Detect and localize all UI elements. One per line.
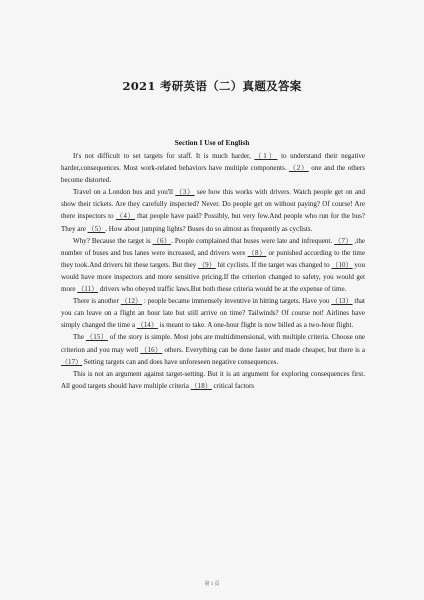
blank-11: （11） bbox=[77, 285, 99, 294]
text-run: is meant to take. A one-hour flight is now billed as a two-hour flight. bbox=[157, 321, 354, 330]
blank-4: （4） bbox=[115, 212, 135, 221]
blank-14: （14） bbox=[136, 321, 158, 330]
paragraph-6 bbox=[61, 368, 365, 392]
paragraph-4 bbox=[61, 295, 365, 331]
text-run: Setting targets can and does have unforeseen negative consequences. bbox=[82, 357, 279, 366]
blank-18: （18） bbox=[190, 381, 212, 390]
page-number: 第 1 页 bbox=[204, 582, 220, 587]
text-run: to understand their negative harder,consequences. Most work-related behaviors have multiple components. bbox=[61, 152, 366, 173]
blank-1: （1） bbox=[254, 152, 278, 160]
text-run: Travel on a London bus and you'll bbox=[73, 188, 176, 197]
blank-15: （15） bbox=[85, 333, 108, 342]
document-body bbox=[61, 150, 365, 392]
blank-16: （16） bbox=[140, 345, 163, 354]
blank-7: （7） bbox=[334, 236, 353, 245]
text-run: or punished according to the time they took.And drivers hit these targets. But they bbox=[61, 248, 365, 269]
page-title: 2021 考研英语（二）真题及答案 bbox=[122, 79, 302, 93]
section-heading: Section I Use of English bbox=[174, 138, 250, 147]
text-run: drivers who obeyed traffic laws.But both these criteria would be at the expense of time. bbox=[98, 285, 347, 294]
blank-5: （5） bbox=[87, 224, 106, 233]
paragraph-3 bbox=[61, 235, 365, 295]
text-run: Why? Because the target is bbox=[73, 236, 153, 245]
paragraph-1 bbox=[61, 150, 365, 186]
blank-3: （3） bbox=[175, 188, 195, 197]
text-run: critical factors bbox=[211, 381, 255, 390]
text-run: It's not difficult to set targets for staff. It is much harder, bbox=[73, 152, 255, 160]
text-run: one and the others become distorted. bbox=[61, 164, 365, 185]
blank-10: （10） bbox=[331, 260, 353, 269]
blank-17: （17） bbox=[61, 357, 83, 366]
blank-13: （13） bbox=[331, 297, 353, 306]
text-run: others. Everything can be done faster and made cheaper, but there is a bbox=[162, 345, 365, 354]
blank-12: （12） bbox=[120, 297, 143, 306]
blank-2: （2） bbox=[288, 164, 309, 173]
paragraph-2 bbox=[61, 186, 365, 234]
text-run: . People complained that buses were late and infrequent. bbox=[171, 236, 335, 245]
blank-6: （6） bbox=[152, 236, 172, 245]
text-run: . How about jumping lights? Buses do so almost as frequently as cyclists. bbox=[105, 224, 313, 233]
blank-8: （8） bbox=[247, 248, 267, 257]
text-run: of the story is simple. Most jobs are multidimensional, with multiple criteria. Choose one criterion and you may well bbox=[61, 333, 365, 354]
text-run: There is another bbox=[73, 297, 121, 306]
text-run: you would have more inspectors and more sensitive pricing.If the criterion changed to safety, you would get more bbox=[61, 260, 366, 294]
text-run: that people have paid? Possibly, but very few.And people who run for the bus? They are bbox=[61, 212, 365, 233]
text-run: ,the number of buses and bus lanes were increased, and drivers were bbox=[61, 236, 365, 257]
text-run: The bbox=[73, 333, 86, 342]
text-run: hit cyclists. If the target was changed to bbox=[215, 260, 332, 269]
blank-9: （9） bbox=[198, 260, 216, 269]
text-run: that you can leave on a flight an hour late but still arrive on time? Tailwinds? Of course not! Airlines have simply changed the time a bbox=[61, 297, 365, 330]
paragraph-5 bbox=[61, 331, 365, 367]
text-run: This is not an argument against target-setting. But it is an argument for exploring consequences first. All good targets should have multiple criteria bbox=[61, 369, 365, 390]
text-run: see how this works with drivers. Watch people get on and show their tickets. Are they carefully inspected? Never. Do people get on without paying? Of course! Are there inspectors to bbox=[61, 188, 366, 221]
text-run: : people became immensely inventive in hitting targets. Have you bbox=[142, 297, 332, 306]
